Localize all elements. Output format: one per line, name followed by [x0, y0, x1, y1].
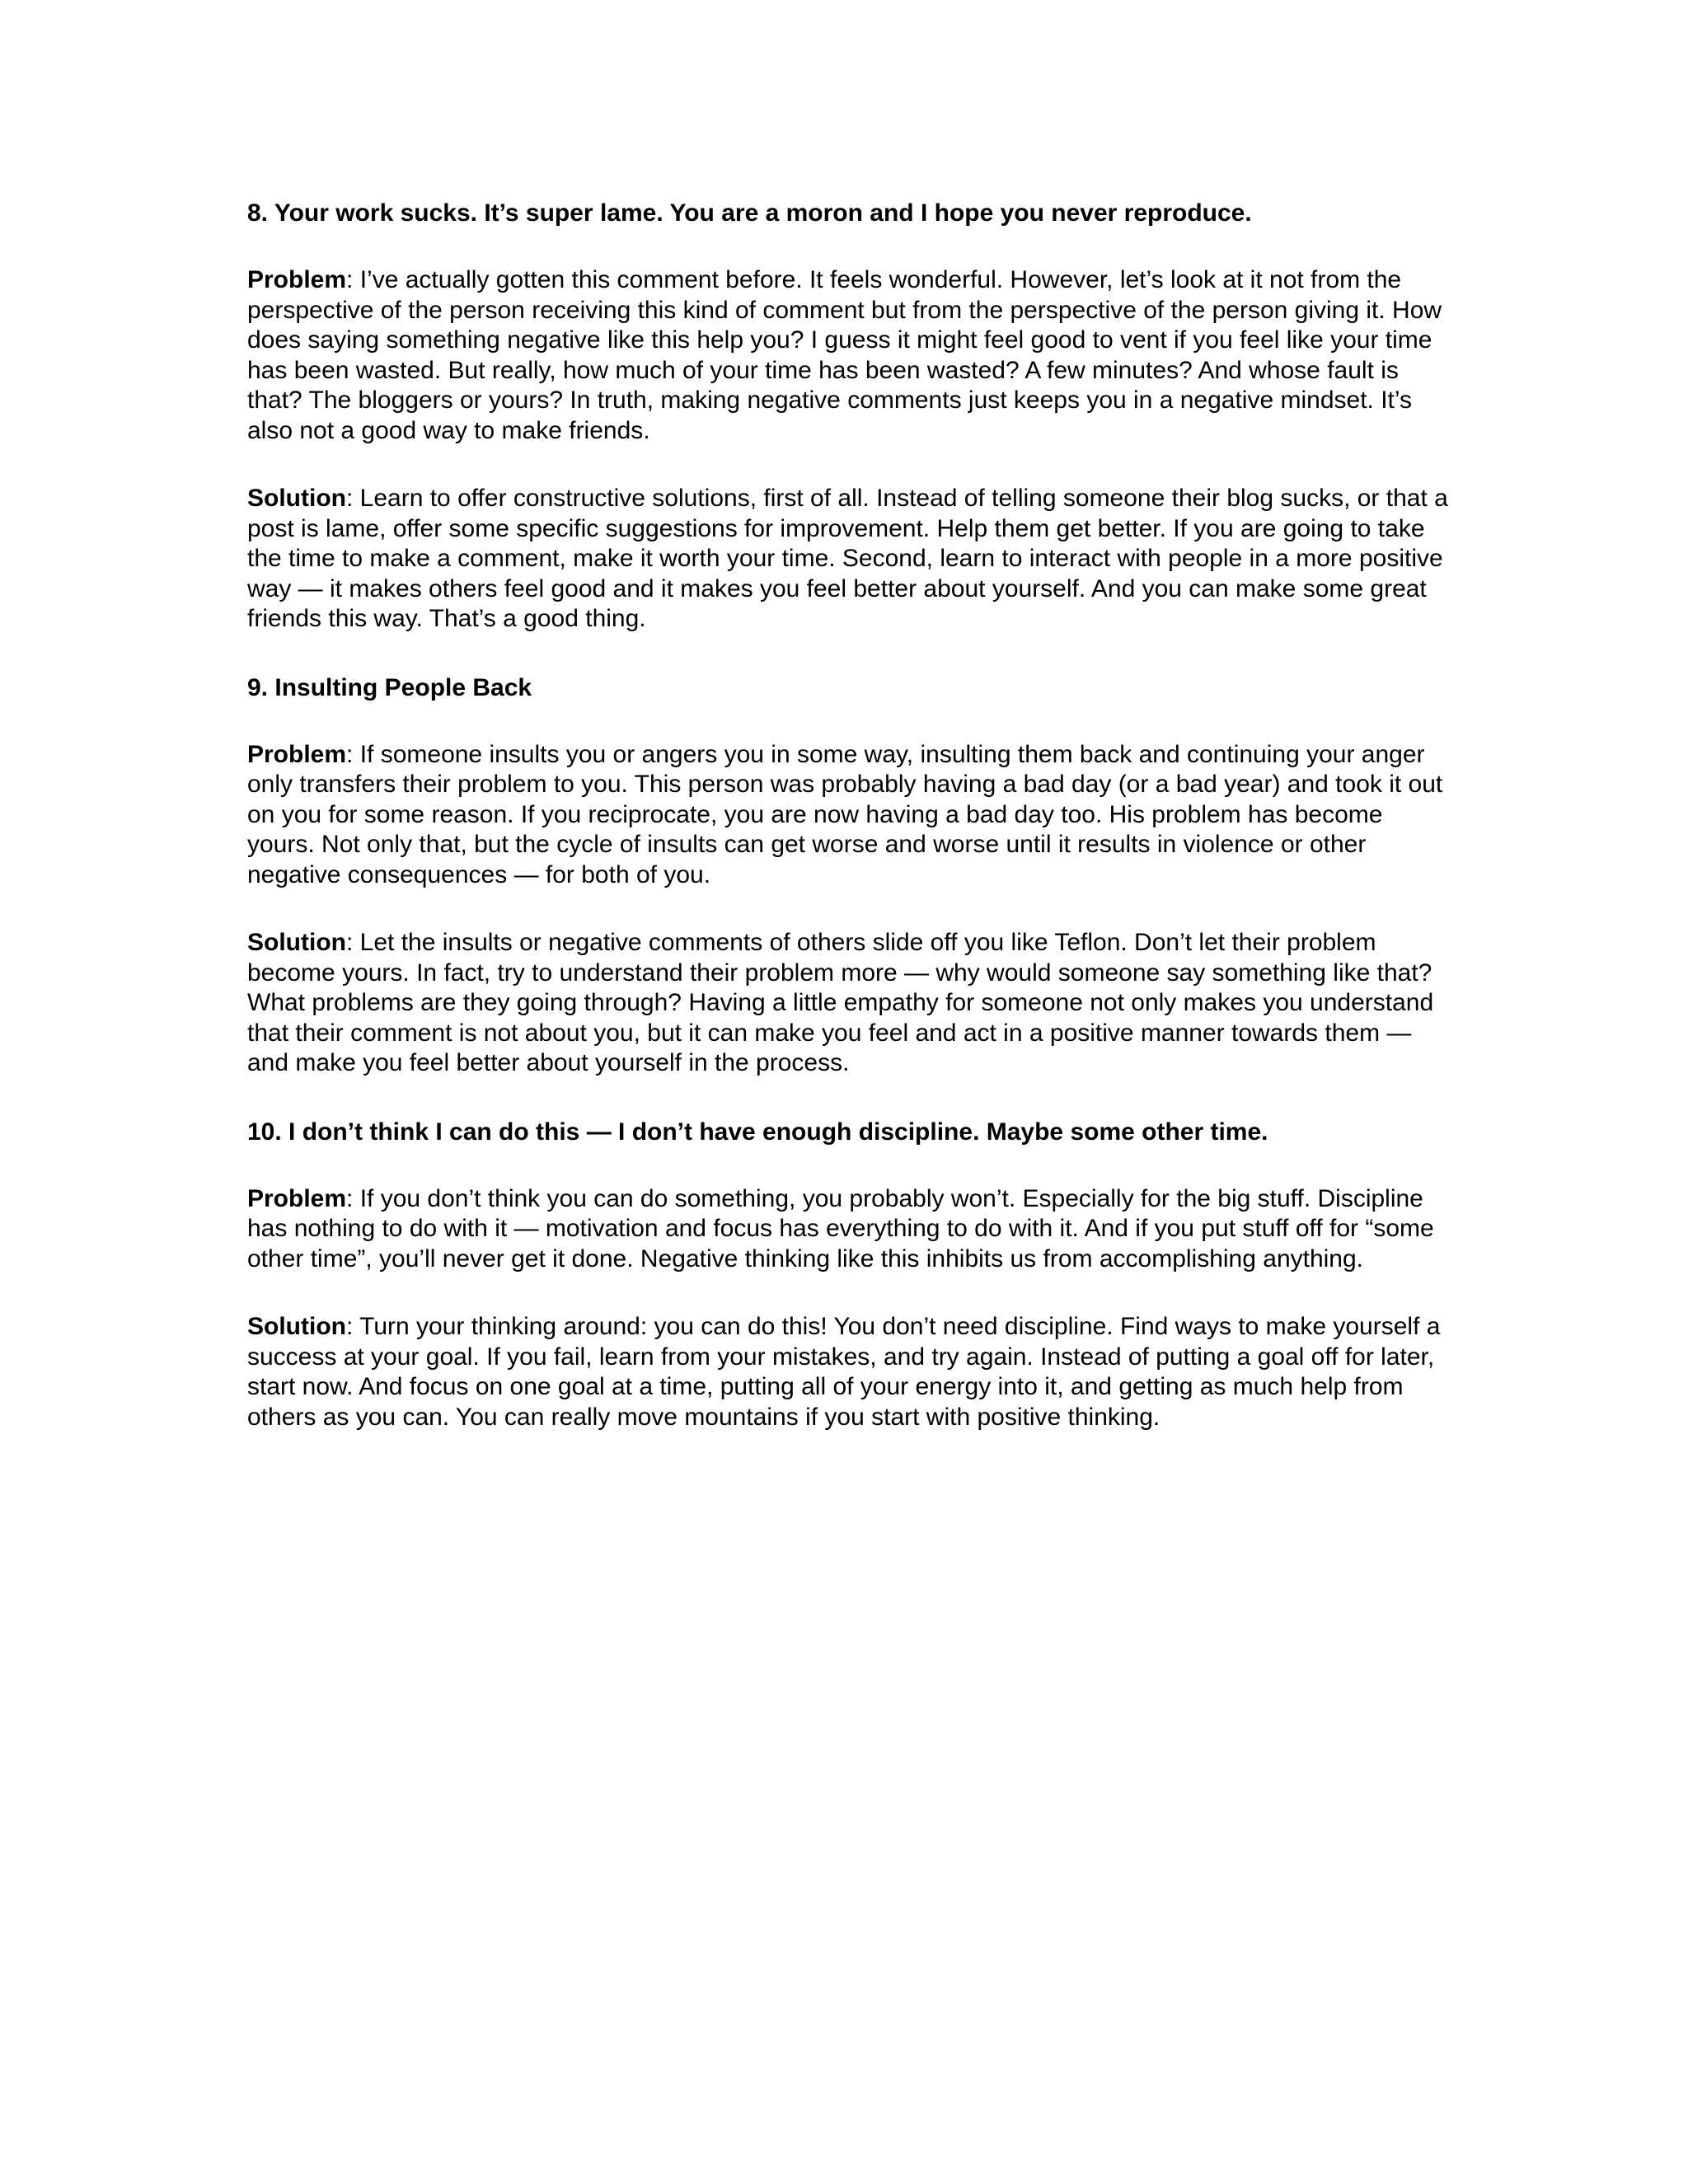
solution-paragraph: [247, 928, 1451, 1079]
solution-text: : Learn to offer constructive solutions, first of all. Instead of telling someone their blog sucks, or that a post is lame, offer some specific suggestions for improvement. Help them get better. If you are going to take the time to make a comment, make it worth your time. Second, learn to interact with people in a more positive way — it makes others feel good and it makes you feel better about yourself. And you can make some great friends this way. That’s a good thing.: [247, 485, 1448, 632]
document-page: [247, 198, 1451, 1470]
solution-text: : Turn your thinking around: you can do this! You don’t need discipline. Find ways to make yourself a success at your goal. If you fail, learn from your mistakes, and try again. Instead of putting a goal off for later, start now. And focus on one goal at a time, putting all of your energy into it, and getting as much help from others as you can. You can really move mountains if you start with positive thinking.: [247, 1313, 1441, 1431]
problem-text: : If you don’t think you can do something, you probably won’t. Especially for the big stuff. Discipline has nothing to do with it — motivation and focus has everything to do with it. And if you put stuff off for “some other time”, you’ll never get it done. Negative thinking like this inhibits us from accomplishing anything.: [247, 1184, 1434, 1272]
problem-paragraph: [247, 740, 1451, 891]
problem-text: : If someone insults you or angers you in some way, insulting them back and continuing your anger only transfers their problem to you. This person was probably having a bad day (or a bad year) and took it out on you for some reason. If you reciprocate, you are now having a bad day too. His problem has become yours. Not only that, but the cycle of insults can get worse and worse until it results in violence or other negative consequences — for both of you.: [247, 740, 1443, 888]
solution-label: Solution: [247, 485, 346, 512]
section-8: [247, 198, 1451, 635]
problem-label: Problem: [247, 740, 347, 768]
section-10: [247, 1117, 1451, 1433]
problem-label: Problem: [247, 266, 347, 293]
solution-label: Solution: [247, 929, 346, 956]
solution-paragraph: [247, 1312, 1451, 1432]
problem-label: Problem: [247, 1184, 347, 1212]
problem-paragraph: [247, 265, 1451, 446]
section-9: [247, 673, 1451, 1079]
section-heading: 10. I don’t think I can do this — I don’t have enough discipline. Maybe some other time.: [247, 1118, 1268, 1146]
problem-text: : I’ve actually gotten this comment before. It feels wonderful. However, let’s look at it not from the perspective of the person receiving this kind of comment but from the perspective of the person giving it. How does saying something negative like this help you? I guess it might feel good to vent if you feel like your time has been wasted. But really, how much of your time has been wasted? A few minutes? And whose fault is that? The bloggers or yours? In truth, making negative comments just keeps you in a negative mindset. It’s also not a good way to make friends.: [247, 266, 1442, 444]
section-heading: 9. Insulting People Back: [247, 673, 532, 701]
solution-paragraph: [247, 484, 1451, 635]
problem-paragraph: [247, 1184, 1451, 1275]
solution-label: Solution: [247, 1313, 346, 1340]
solution-text: : Let the insults or negative comments of others slide off you like Teflon. Don’t let their problem become yours. In fact, try to understand their problem more — why would someone say something like that? What problems are they going through? Having a little empathy for someone not only makes you understand that their comment is not about you, but it can make you feel and act in a positive manner towards them — and make you feel better about yourself in the process.: [247, 929, 1434, 1076]
section-heading: 8. Your work sucks. It’s super lame. You are a moron and I hope you never reproduce.: [247, 199, 1252, 227]
